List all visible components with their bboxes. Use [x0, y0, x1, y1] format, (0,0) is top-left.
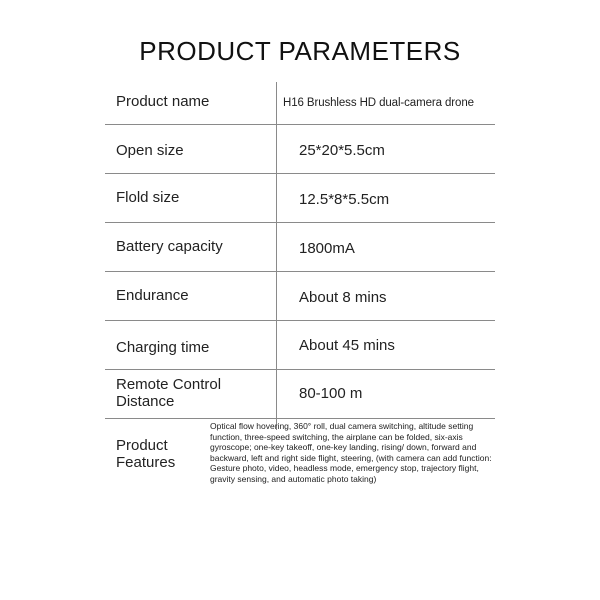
row-divider [105, 271, 495, 272]
param-label-remote-distance-line2: Distance [116, 393, 175, 410]
row-divider [105, 320, 495, 321]
row-divider [105, 418, 495, 419]
param-value-open-size: 25*20*5.5cm [299, 142, 385, 159]
row-divider [105, 369, 495, 370]
param-label-product-name: Product name [116, 93, 210, 110]
param-value-fold-size: 12.5*8*5.5cm [299, 191, 390, 208]
row-divider [105, 124, 495, 125]
param-label-endurance: Endurance [116, 287, 189, 304]
param-label-open-size: Open size [116, 142, 184, 159]
param-label-charging-time: Charging time [116, 339, 210, 356]
page-title: PRODUCT PARAMETERS [139, 36, 461, 66]
param-value-endurance: About 8 mins [299, 289, 387, 306]
row-divider [105, 173, 495, 174]
column-divider [276, 82, 277, 430]
param-label-remote-distance-line1: Remote Control [116, 376, 222, 393]
param-label-fold-size: Flold size [116, 189, 180, 206]
features-label-line2: Features [116, 454, 176, 471]
features-label-line1: Product [116, 437, 168, 454]
param-value-product-name: H16 Brushless HD dual-camera drone [283, 97, 474, 109]
param-value-charging-time: About 45 mins [299, 337, 395, 354]
row-divider [105, 222, 495, 223]
param-label-remote-distance [116, 376, 221, 410]
features-description: Optical flow hovering, 360° roll, dual camera switching, altitude setting function, three-speed switching, the airplane can be folded, six-axis gyroscope; one-key takeoff, one-key landing, rising/ down, forward and backward, left and right side flight, steering, (with camera can add function: Gesture photo, video, headless mode, emergency stop, trajectory flight, gravity sensing, and automatic photo taking) [210, 421, 492, 484]
param-value-remote-distance: 80-100 m [299, 385, 363, 402]
param-label-battery-capacity: Battery capacity [116, 238, 223, 255]
features-label [116, 437, 175, 471]
param-value-battery-capacity: 1800mA [299, 240, 355, 257]
